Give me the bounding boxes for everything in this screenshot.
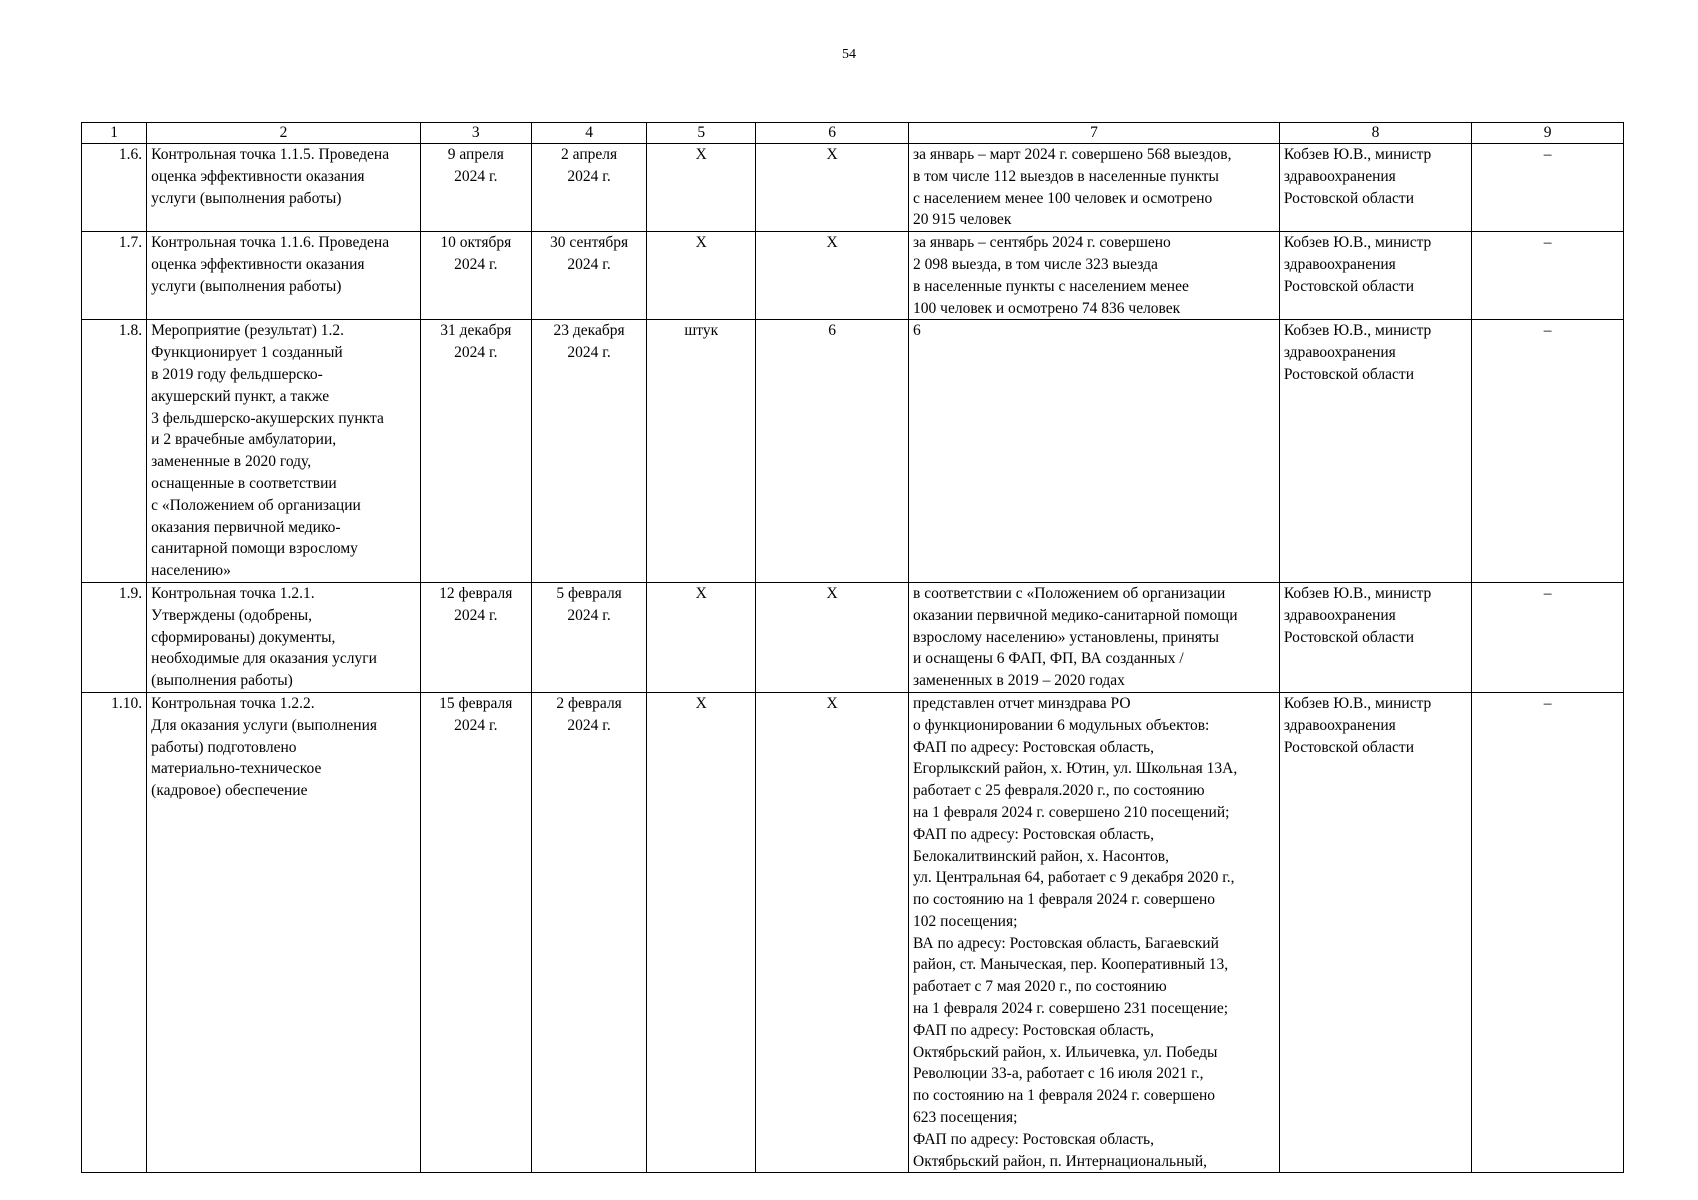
- cell-line: услуги (выполнения работы): [151, 277, 342, 295]
- fact-date-cell: [531, 692, 646, 1173]
- cell-text: [151, 232, 416, 297]
- cell-line: работает с 25 февраля.2020 г., по состоянию: [913, 782, 1205, 800]
- cell-line: и оснащены 6 ФАП, ФП, ВА созданных /: [913, 650, 1184, 668]
- cell-line: ФАП по адресу: Ростовская область,: [913, 1130, 1155, 1148]
- cell-text: [913, 320, 1275, 342]
- cell-line: Функционирует 1 созданный: [151, 344, 343, 362]
- responsible-cell: [1279, 144, 1471, 232]
- cell-line: в 2019 году фельдшерско-: [151, 365, 323, 383]
- cell-line: оказания первичной медико-: [151, 518, 341, 536]
- cell-line: по состоянию на 1 февраля 2024 г. совершено: [913, 891, 1216, 909]
- note-cell: –: [1472, 232, 1624, 320]
- responsible-cell: [1279, 232, 1471, 320]
- table-row: [82, 582, 1624, 692]
- cell-text: [425, 583, 527, 627]
- report-table: [81, 122, 1624, 1173]
- responsible-cell: [1279, 320, 1471, 583]
- cell-text: [913, 144, 1275, 231]
- cell-line: 9 апреля: [447, 146, 504, 163]
- note-cell: –: [1472, 144, 1624, 232]
- cell-line: Октябрьский район, п. Интернациональный,: [913, 1152, 1208, 1170]
- column-number-row: [82, 123, 1624, 144]
- cell-line: Ростовской области: [1283, 628, 1414, 646]
- cell-line: необходимые для оказания услуги: [151, 650, 377, 668]
- cell-line: взрослому населению» установлены, приняты: [913, 628, 1220, 646]
- cell-line: ВА по адресу: Ростовская область, Багаевский: [913, 934, 1219, 952]
- result-cell: [909, 582, 1280, 692]
- cell-line: ФАП по адресу: Ростовская область,: [913, 1021, 1155, 1039]
- fact-date-cell: [531, 582, 646, 692]
- cell-line: 2024 г.: [567, 716, 611, 734]
- cell-line: акушерский пункт, а также: [151, 387, 330, 405]
- cell-text: [536, 232, 642, 276]
- cell-line: Революции 33-а, работает с 16 июля 2021 г.,: [913, 1065, 1204, 1083]
- cell-line: замененные в 2020 году,: [151, 453, 312, 471]
- cell-line: замененных в 2019 – 2020 годах: [913, 672, 1125, 690]
- cell-line: с населением менее 100 человек и осмотрено: [913, 189, 1213, 207]
- cell-text: [151, 144, 416, 209]
- cell-line: представлен отчет минздрава РО: [913, 694, 1131, 712]
- cell-line: здравоохранения: [1283, 167, 1396, 185]
- cell-text: [913, 693, 1275, 1173]
- cell-line: оказании первичной медико-санитарной помощи: [913, 606, 1238, 624]
- cell-line: Кобзев Ю.В., министр: [1283, 584, 1432, 602]
- cell-text: [425, 320, 527, 364]
- cell-line: 2024 г.: [454, 255, 498, 273]
- cell-line: ФАП по адресу: Ростовская область,: [913, 738, 1155, 756]
- cell-line: ФАП по адресу: Ростовская область,: [913, 825, 1155, 843]
- item-name-cell: [147, 320, 421, 583]
- cell-line: 5 февраля: [556, 584, 622, 602]
- cell-line: за январь – март 2024 г. совершено 568 выездов,: [913, 146, 1232, 163]
- cell-line: на 1 февраля 2024 г. совершено 210 посещений;: [913, 803, 1230, 821]
- column-number: 3: [420, 123, 531, 144]
- cell-text: [536, 693, 642, 737]
- cell-text: [1284, 232, 1467, 297]
- cell-line: 2024 г.: [454, 716, 498, 734]
- cell-line: Кобзев Ю.В., министр: [1283, 146, 1432, 163]
- cell-line: работы) подготовлено: [151, 738, 297, 756]
- cell-line: 12 февраля: [439, 584, 513, 602]
- column-number: 2: [147, 123, 421, 144]
- cell-line: 2024 г.: [567, 167, 611, 185]
- cell-line: Ростовской области: [1283, 277, 1414, 295]
- cell-line: 623 посещения;: [913, 1109, 1018, 1127]
- row-number-cell: 1.8.: [82, 320, 147, 583]
- cell-line: Ростовской области: [1283, 189, 1414, 207]
- result-cell: [909, 320, 1280, 583]
- cell-line: 2024 г.: [567, 606, 611, 624]
- cell-line: оценка эффективности оказания: [151, 255, 365, 273]
- cell-line: здравоохранения: [1283, 716, 1396, 734]
- cell-line: на 1 февраля 2024 г. совершено 231 посещение;: [913, 1000, 1229, 1018]
- page-number: 54: [842, 47, 856, 62]
- row-number-cell: 1.10.: [82, 692, 147, 1173]
- cell-line: Ростовской области: [1283, 738, 1414, 756]
- cell-text: [1284, 693, 1467, 758]
- cell-line: 23 декабря: [553, 322, 625, 340]
- cell-line: за январь – сентябрь 2024 г. совершено: [913, 234, 1171, 252]
- cell-line: по состоянию на 1 февраля 2024 г. совершено: [913, 1087, 1216, 1105]
- cell-line: 2024 г.: [454, 606, 498, 624]
- cell-line: 30 сентября: [550, 234, 629, 252]
- cell-line: сформированы) документы,: [151, 628, 336, 646]
- cell-line: в соответствии с «Положением об организации: [913, 584, 1226, 602]
- cell-text: [536, 320, 642, 364]
- cell-line: в том числе 112 выездов в населенные пункты: [913, 167, 1219, 185]
- result-cell: [909, 232, 1280, 320]
- column-number: 1: [82, 123, 147, 144]
- value-cell: Х: [756, 582, 909, 692]
- cell-line: 2024 г.: [454, 167, 498, 185]
- cell-line: 15 февраля: [439, 694, 513, 712]
- cell-text: [1284, 144, 1467, 209]
- cell-line: здравоохранения: [1283, 344, 1396, 362]
- cell-line: Ростовской области: [1283, 365, 1414, 383]
- cell-line: Белокалитвинский район, х. Насонтов,: [913, 847, 1169, 865]
- cell-line: Кобзев Ю.В., министр: [1283, 694, 1432, 712]
- cell-line: 2024 г.: [567, 255, 611, 273]
- cell-line: 2 апреля: [561, 146, 618, 163]
- column-number: 4: [531, 123, 646, 144]
- cell-text: [425, 144, 527, 188]
- item-name-cell: [147, 692, 421, 1173]
- cell-line: оценка эффективности оказания: [151, 167, 365, 185]
- plan-date-cell: [420, 582, 531, 692]
- cell-line: 2 февраля: [556, 694, 622, 712]
- cell-line: 20 915 человек: [913, 211, 1012, 229]
- cell-text: [913, 232, 1275, 319]
- cell-line: Для оказания услуги (выполнения: [151, 716, 378, 734]
- column-number: 6: [756, 123, 909, 144]
- plan-date-cell: [420, 692, 531, 1173]
- cell-line: Егорлыкский район, х. Ютин, ул. Школьная 13А,: [913, 760, 1238, 778]
- row-number-cell: 1.7.: [82, 232, 147, 320]
- cell-line: 31 декабря: [440, 322, 512, 340]
- cell-text: [913, 583, 1275, 692]
- result-cell: [909, 692, 1280, 1173]
- cell-text: [1284, 320, 1467, 385]
- cell-line: Контрольная точка 1.1.6. Проведена: [151, 234, 390, 252]
- cell-line: район, ст. Маныческая, пер. Кооперативный 13,: [913, 956, 1229, 974]
- result-cell: [909, 144, 1280, 232]
- note-cell: –: [1472, 320, 1624, 583]
- cell-text: [536, 583, 642, 627]
- fact-date-cell: [531, 232, 646, 320]
- cell-line: Кобзев Ю.В., министр: [1283, 234, 1432, 252]
- table-row: [82, 232, 1624, 320]
- cell-line: оснащенные в соответствии: [151, 474, 337, 492]
- item-name-cell: [147, 582, 421, 692]
- responsible-cell: [1279, 582, 1471, 692]
- item-name-cell: [147, 232, 421, 320]
- cell-line: Контрольная точка 1.2.1.: [151, 584, 315, 602]
- table-body: [82, 123, 1624, 1173]
- cell-line: (кадровое) обеспечение: [151, 782, 308, 800]
- unit-cell: Х: [647, 692, 756, 1173]
- cell-line: с «Положением об организации: [151, 496, 361, 514]
- table-row: [82, 144, 1624, 232]
- column-number: 9: [1472, 123, 1624, 144]
- note-cell: –: [1472, 692, 1624, 1173]
- fact-date-cell: [531, 320, 646, 583]
- cell-line: 100 человек и осмотрено 74 836 человек: [913, 299, 1181, 317]
- cell-line: 6: [913, 322, 921, 340]
- item-name-cell: [147, 144, 421, 232]
- cell-line: (выполнения работы): [151, 672, 293, 690]
- cell-line: услуги (выполнения работы): [151, 189, 342, 207]
- value-cell: Х: [756, 692, 909, 1173]
- cell-text: [1284, 583, 1467, 648]
- cell-line: и 2 врачебные амбулатории,: [151, 431, 337, 449]
- cell-line: 2 098 выезда, в том числе 323 выезда: [913, 255, 1158, 273]
- cell-line: здравоохранения: [1283, 606, 1396, 624]
- row-number-cell: 1.9.: [82, 582, 147, 692]
- cell-line: 10 октября: [440, 234, 512, 252]
- plan-date-cell: [420, 320, 531, 583]
- column-number: 7: [909, 123, 1280, 144]
- cell-line: в населенные пункты с населением менее: [913, 277, 1189, 295]
- plan-date-cell: [420, 144, 531, 232]
- cell-line: 102 посещения;: [913, 912, 1018, 930]
- column-number: 5: [647, 123, 756, 144]
- table-row: [82, 692, 1624, 1173]
- unit-cell: штук: [647, 320, 756, 583]
- cell-line: ул. Центральная 64, работает с 9 декабря 2020 г.,: [913, 869, 1235, 887]
- cell-line: Октябрьский район, х. Ильичевка, ул. Победы: [913, 1043, 1218, 1061]
- cell-line: санитарной помощи взрослому: [151, 540, 358, 558]
- cell-line: Контрольная точка 1.1.5. Проведена: [151, 146, 390, 163]
- table-row: [82, 320, 1624, 583]
- value-cell: Х: [756, 232, 909, 320]
- note-cell: –: [1472, 582, 1624, 692]
- cell-text: [425, 232, 527, 276]
- cell-line: материально-техническое: [151, 760, 322, 778]
- cell-text: [425, 693, 527, 737]
- value-cell: 6: [756, 320, 909, 583]
- cell-line: Кобзев Ю.В., министр: [1283, 322, 1432, 340]
- cell-line: здравоохранения: [1283, 255, 1396, 273]
- cell-line: Контрольная точка 1.2.2.: [151, 694, 315, 712]
- unit-cell: Х: [647, 232, 756, 320]
- column-number: 8: [1279, 123, 1471, 144]
- unit-cell: Х: [647, 582, 756, 692]
- unit-cell: Х: [647, 144, 756, 232]
- cell-line: населению»: [151, 562, 231, 580]
- cell-text: [151, 320, 416, 582]
- cell-line: 2024 г.: [454, 344, 498, 362]
- cell-line: Мероприятие (результат) 1.2.: [151, 322, 344, 340]
- cell-line: 3 фельдшерско-акушерских пункта: [151, 409, 384, 427]
- cell-text: [536, 144, 642, 188]
- cell-line: 2024 г.: [567, 344, 611, 362]
- cell-text: [151, 693, 416, 802]
- responsible-cell: [1279, 692, 1471, 1173]
- fact-date-cell: [531, 144, 646, 232]
- cell-line: о функционировании 6 модульных объектов:: [913, 716, 1210, 734]
- plan-date-cell: [420, 232, 531, 320]
- row-number-cell: 1.6.: [82, 144, 147, 232]
- cell-text: [151, 583, 416, 692]
- value-cell: Х: [756, 144, 909, 232]
- cell-line: Утверждены (одобрены,: [151, 606, 313, 624]
- cell-line: работает с 7 мая 2020 г., по состоянию: [913, 978, 1167, 996]
